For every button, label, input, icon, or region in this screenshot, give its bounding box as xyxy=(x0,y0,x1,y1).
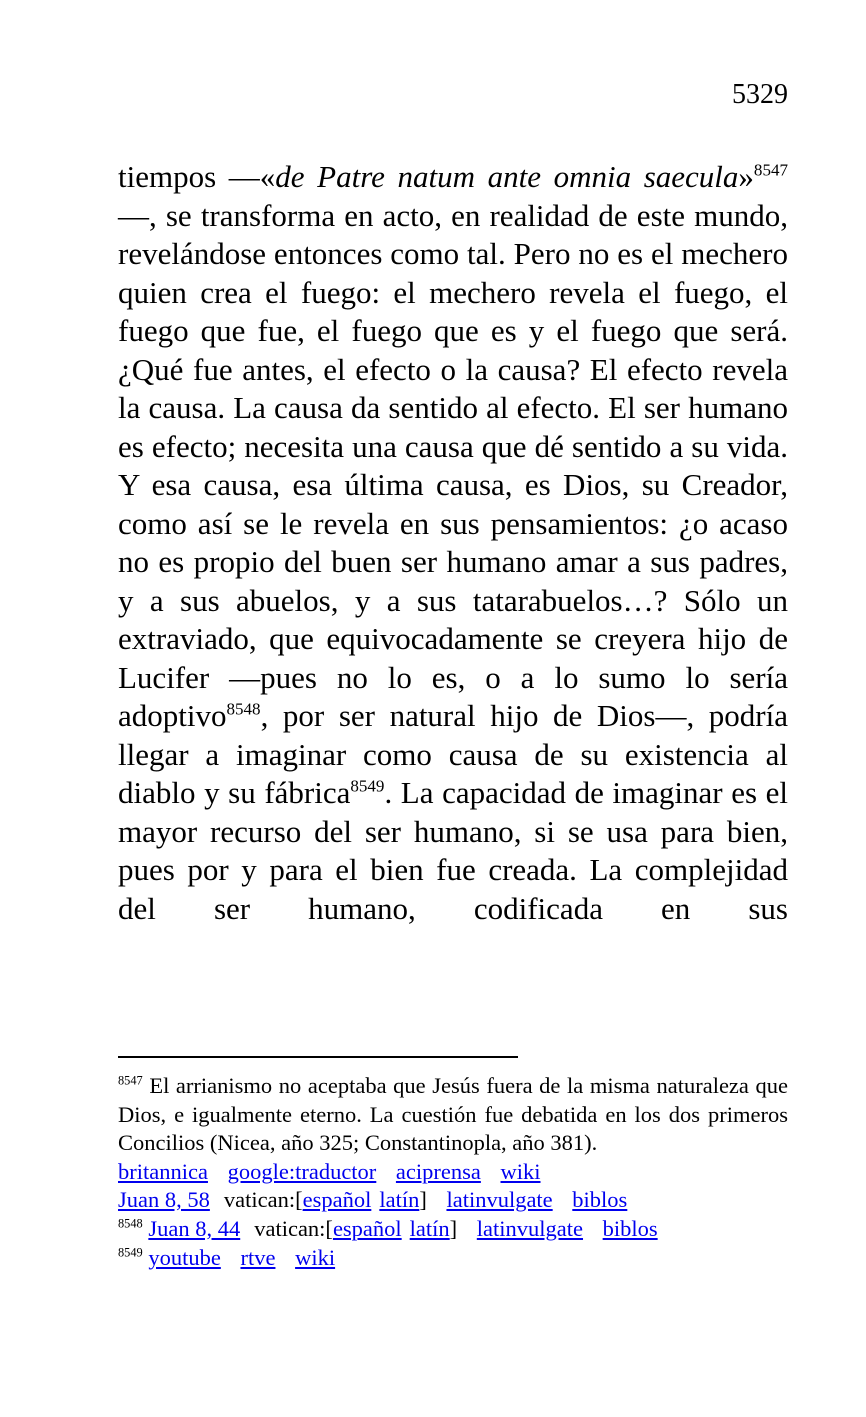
footnote-rule xyxy=(118,1056,518,1058)
link-juan-8-44[interactable]: Juan 8, 44 xyxy=(148,1215,241,1241)
link-rtve[interactable]: rtve xyxy=(240,1244,276,1270)
link-vatican-latin[interactable]: latín xyxy=(379,1187,420,1213)
link-aciprensa[interactable]: aciprensa xyxy=(395,1158,481,1184)
link-biblos[interactable]: biblos xyxy=(602,1215,658,1241)
footnotes xyxy=(118,1072,788,1272)
body-segment: , por ser natural hijo de Dios—, podría llegar a imaginar como causa de su existencia al diablo y su fábrica xyxy=(118,698,788,810)
link-britannica[interactable]: britannica xyxy=(118,1158,208,1184)
link-google-traductor[interactable]: google:traductor xyxy=(227,1158,377,1184)
link-latinvulgate[interactable]: latinvulgate xyxy=(476,1215,584,1241)
body-text xyxy=(118,158,788,928)
footnote-links-row xyxy=(118,1158,788,1187)
footnote-number: 8549 xyxy=(118,1245,143,1260)
link-vatican-espanol[interactable]: español xyxy=(332,1215,402,1241)
footnote-8549 xyxy=(118,1244,788,1273)
vatican-close: ] xyxy=(419,1187,427,1213)
vatican-label: vatican:[ xyxy=(223,1187,303,1213)
footnote-links-row xyxy=(118,1186,788,1215)
footnote-number: 8548 xyxy=(118,1216,143,1231)
footnote-8548 xyxy=(118,1215,788,1244)
vatican-close: ] xyxy=(449,1215,458,1241)
latin-quote: de Patre natum ante omnia saecula xyxy=(275,159,739,194)
footnote-ref: 8547 xyxy=(753,160,788,180)
footnote-number: 8547 xyxy=(118,1073,143,1088)
link-juan-8-58[interactable]: Juan 8, 58 xyxy=(118,1187,210,1213)
link-vatican-latin[interactable]: latín xyxy=(409,1215,450,1241)
link-youtube[interactable]: youtube xyxy=(148,1244,221,1270)
footnote-ref: 8549 xyxy=(350,776,385,796)
link-latinvulgate[interactable]: latinvulgate xyxy=(446,1187,553,1213)
link-wiki[interactable]: wiki xyxy=(295,1244,336,1270)
body-segment: —, se transforma en acto, en realidad de este mundo, revelándose entonces como tal. Pero no es el mechero quien crea el fuego: el mechero revela el fuego, el fuego que fue, el fuego que es y el fuego que será. ¿Qué fue antes, el efecto o la causa? El efecto revela la causa. La causa da sentido al efecto. El ser humano es efecto; necesita una causa que dé sentido a su vida. Y esa causa, esa última causa, es Dios, su Creador, como así se le revela en sus pensamientos: ¿o acaso no es propio del buen ser humano amar a sus padres, y a sus abuelos, y a sus tatarabuelos…? Sólo un extraviado, que equivocadamente se creyera hijo de Lucifer —pues no lo es, o a lo sumo lo sería adoptivo xyxy=(118,197,788,733)
link-vatican-espanol[interactable]: español xyxy=(302,1187,372,1213)
footnote-ref: 8548 xyxy=(226,699,261,719)
body-segment: tiempos —« xyxy=(118,159,276,194)
link-wiki[interactable]: wiki xyxy=(500,1158,541,1184)
footnote-text: El arrianismo no aceptaba que Jesús fuera de la misma naturaleza que Dios, e igualmente eterno. La cuestión fue debatida en los dos primeros Concilios (Nicea, año 325; Constantinopla, año 381). xyxy=(118,1073,788,1156)
vatican-label: vatican:[ xyxy=(254,1215,333,1241)
body-segment: . La capacidad de imaginar es el mayor recurso del ser humano, si se usa para bien, pues por y para el bien fue creada. La complejidad del ser humano, codificada en sus xyxy=(118,775,788,926)
page-number: 5329 xyxy=(732,79,788,110)
footnote-8547 xyxy=(118,1072,788,1158)
body-segment: » xyxy=(738,159,754,194)
link-biblos[interactable]: biblos xyxy=(572,1187,628,1213)
